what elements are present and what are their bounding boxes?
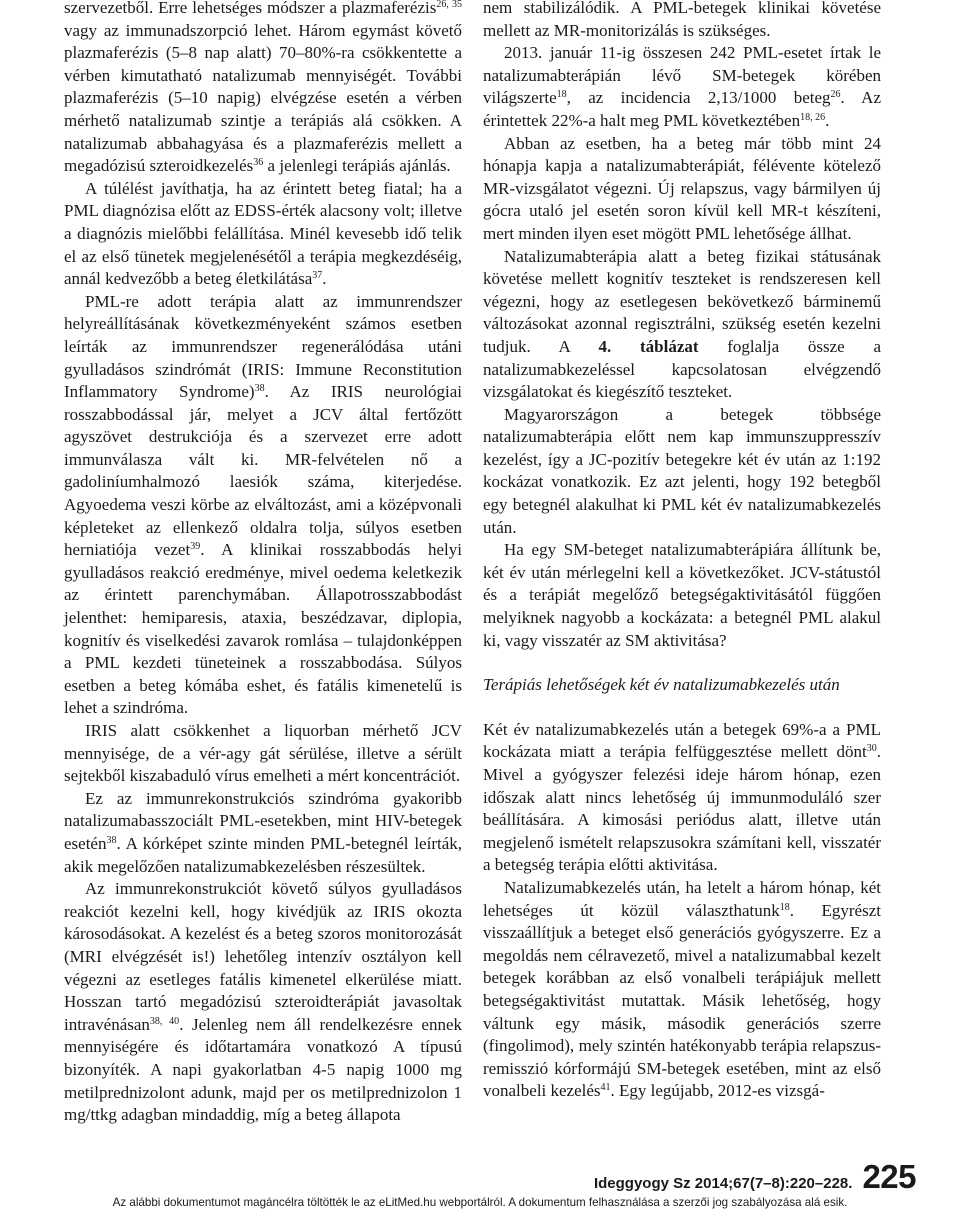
paragraph: Abban az esetben, ha a beteg már több mint 24 hónapja kapja a natalizumabterápiát, félévente kötelező MR-vizsgálatot végezni. Új relapszus, vagy bármilyen új gócra utaló jel esetén soron kívül kell MR-t készíteni, mert minden ilyen eset mögött PML lehetősége állhat.: [483, 133, 881, 243]
left-column: [64, 0, 462, 1127]
table-reference: 4. táblázat: [598, 336, 699, 356]
paragraph: PML-re adott terápia alatt az immunrendszer helyreállításának következményeként számos esetben leírták az immunrendszer regenerálódása utáni gyulladásos szindrómát (IRIS: Immune Reconstitution Inflammatory Syndrome)$^{38}$. Az IRIS neurológiai rosszabbodással jár, melyet a JCV által fertőzött agyszövet destrukciója és a szervezet erre adott immunválasza vált ki. MR-felvételen nő a gadoliníumhalmozó laesiók száma, kiterjedése. Agyoedema veszi körbe az elváltozást, ami a középvonali képleteket az ellenkező oldalra tolja, súlyos esetben herniatiója vezet$^{39}$. A klinikai rosszabbodás helyi gyulladásos reakció eredménye, mivel oedema keletkezik az érintett parenchymában. Állapotrosszabbodást jelenthet: hemiparesis, ataxia, beszédzavar, diplopia, kognitív és viselkedési zavarok romlása – tulajdonképpen a PML kezdeti tüneteinek a rosszabbodása. Súlyos esetben a beteg kómába eshet, és fatális kimenetelű is lehet a szindróma.: [64, 291, 462, 718]
journal-citation: [594, 1158, 916, 1196]
section-heading: Terápiás lehetőségek két év natalizumabkezelés után: [483, 675, 840, 695]
paragraph: Az immunrekonstrukciót követő súlyos gyulladásos reakciót kezelni kell, hogy kivédjük az IRIS okozta károsodásokat. A kezelést és a beteg szoros monitorozását (MRI elvégzését is!) lehetőleg intenzív osztályon kell végezni az esetleges fatális kimenetel elkerülése miatt. Hosszan tartó megadózisú szteroidterápiát javasoltak intravénásan$^{38, 40}$. Jelenleg nem áll rendelkezésre ennek mennyiségére és időtartamára vonatkozó A típusú bizonyíték. A napi gyakorlatban 4-5 napig 1000 mg metilprednizolont adunk, majd per os metilprednizolon 1 mg/ttkg adagban mindaddig, míg a beteg állapota: [64, 879, 463, 1125]
paragraph: Magyarországon a betegek többsége natalizumabterápia előtt nem kap immunszuppresszív kezelést, így a JC-pozitív betegekre két év után az 1:192 kockázat vonatkozik. Ez azt jelenti, hogy 192 betegből egy betegnél alakulhat ki PML két év natalizumabkezelés után.: [483, 404, 881, 537]
paragraph: Ha egy SM-beteget natalizumabterápiára állítunk be, két év után mérlegelni kell a következőket. JCV-státustól és a terápiát megelőző betegségaktivitásától függően melyiknek nagyobb a kockázata: a betegnél PML alakul ki, vagy visszatér az SM aktivitása?: [483, 540, 881, 650]
copyright-note: Az alábbi dokumentumot magáncélra töltötték le az eLitMed.hu webportálról. A dokumentum felhasználása a szerzői jog szabályozása alá esik.: [112, 1196, 848, 1209]
paragraph: nem stabilizálódik. A PML-betegek klinikai követése mellett az MR-monitorizálás is szükséges.: [483, 0, 881, 40]
paragraph: szervezetből. Erre lehetséges módszer a plazmaferézis$^{26, 35}$ vagy az immunadszorpció lehet. Három egymást követő plazmaferézis (5–8 nap alatt) 70–80%-ra csökkentette a vérben kimutatható natalizumab mennyiségét. További plazmaferézis (5–10 napig) elvégzése esetén a vérben mérhető natalizumab szintje a terápiás alá csökken. A natalizumab abbahagyása és a plazmaferézis mellett a megadózisú szteroidkezelés$^{36}$ a jelenlegi terápiás ajánlás.: [64, 0, 463, 176]
paragraph: IRIS alatt csökkenhet a liquorban mérhető JCV mennyisége, de a vér-agy gát sérülése, illetve a sérült sejtekből kiszabaduló vírus emelheti a mért koncentrációt.: [64, 721, 462, 786]
paragraph: 2013. január 11-ig összesen 242 PML-esetet írtak le natalizumabterápián lévő SM-betegek körében világszerte$^{18}$, az incidencia 2,13/1000 beteg$^{26}$. Az érintettek 22%-a halt meg PML következtében$^{18, 26}$.: [483, 43, 881, 130]
paragraph: A túlélést javíthatja, ha az érintett beteg fiatal; ha a PML diagnózisa előtt az EDSS-érték alacsony volt; illetve a diagnózis mielőbbi felállítása. Minél kevesebb idő telik el az első tünetek megjelenésétől a terápia megkezdéséig, annál kedvezőbb a beteg életkilátása$^{37}$.: [64, 178, 462, 289]
citation-text: Ideggyogy Sz 2014;67(7–8):220–228.: [593, 1175, 853, 1192]
paragraph: Natalizumabterápia alatt a beteg fizikai státusának követése mellett kognitív teszteket is rendszeresen kell végezni, hogy az esetlegesen bekövetkező bárminemű változásokat azonnal regisztrálni, szükség esetén kezelni tudjuk. A 4. táblázat foglalja össze a natalizumabkezeléssel kapcsolatosan elvégzendő vizsgálatokat és kiegészítő teszteket.: [483, 246, 881, 402]
paragraph: Két év natalizumabkezelés után a betegek 69%-a a PML kockázata miatt a terápia felfüggesztése mellett dönt$^{30}$. Mivel a gyógyszer felezési ideje három hónap, ezen időszak alatt nincs lehetőség új immunmoduláló szer beállítására. A kimosási periódus alatt, illetve után megjelenő ismételt relapszusokra számítani kell, visszatér a betegség terápia előtti aktivitása.: [483, 719, 881, 875]
paragraph: Ez az immunrekonstrukciós szindróma gyakoribb natalizumabasszociált PML-esetekben, mint HIV-betegek esetén$^{38}$. A kórképet szinte minden PML-betegnél leírták, akik megelőzően natalizumabkezelésben részesültek.: [64, 788, 462, 876]
page-number: 225: [862, 1158, 916, 1195]
right-column: [483, 0, 881, 1103]
paragraph: Natalizumabkezelés után, ha letelt a három hónap, két lehetséges út közül választhatunk$^{18}$. Egyrészt visszaállítjuk a beteget első generációs gyógyszerre. Ez a megoldás nem célravezető, mivel a natalizumabbal kezelt betegek korábban az első vonalbeli terápiájuk mellett betegségaktivitást mutattak. Másik lehetőség, hogy váltunk egy másik, második generációs szerre (fingolimod), mely szintén hatékonyabb terápia relapszus-remisszió kórformájú SM-betegek esetében, mint az első vonalbeli kezelés$^{41}$. Egy legújabb, 2012-es vizsgá-: [483, 877, 881, 1101]
